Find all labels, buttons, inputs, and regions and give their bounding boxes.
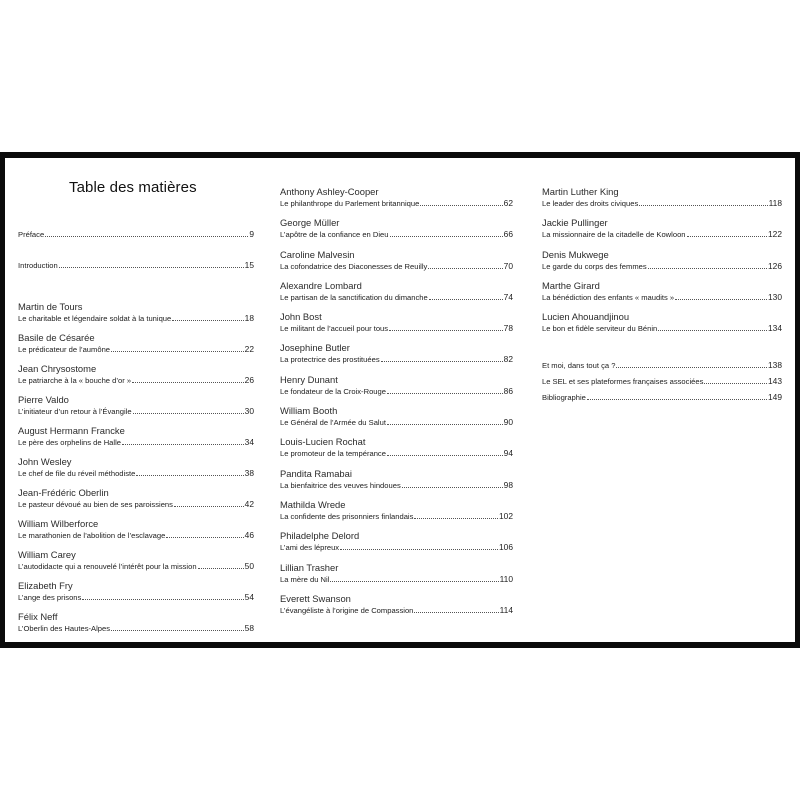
chapter-subtitle: Le partisan de la sanctification du dimanche	[280, 292, 428, 302]
toc-page-number: 114	[499, 604, 513, 615]
toc-entry-label: Bibliographie	[542, 393, 586, 403]
toc-page-number: 122	[768, 229, 782, 240]
toc-page-number: 50	[244, 561, 254, 571]
person-name: Jean Chrysostome	[18, 363, 97, 374]
chapter-subtitle: Le Général de l’Armée du Salut	[280, 418, 386, 428]
chapter-subtitle: Le garde du corps des femmes	[542, 261, 647, 271]
toc-entry	[280, 593, 513, 624]
toc-page-number: 38	[244, 468, 254, 478]
person-name: William Carey	[18, 549, 76, 560]
toc-entry	[18, 611, 254, 642]
toc-column-2	[280, 186, 513, 624]
person-name: Anthony Ashley-Cooper	[280, 186, 379, 197]
chapter-subtitle: Le marathonien de l’abolition de l’esclavage	[18, 531, 166, 540]
person-name: Marthe Girard	[542, 279, 600, 291]
person-name: William Booth	[280, 405, 338, 417]
toc-page-number: 74	[503, 291, 513, 302]
toc-page-number: 143	[768, 376, 782, 387]
toc-entry-introduction	[18, 260, 254, 291]
chapter-subtitle: L’autodidacte qui a renouvelé l’intérêt pour la mission	[18, 562, 197, 571]
toc-page-number: 42	[244, 499, 254, 509]
toc-entry-et-moi	[542, 360, 782, 376]
person-name: Elizabeth Fry	[18, 580, 73, 591]
person-name: John Bost	[280, 311, 322, 323]
chapter-subtitle: Le patriarche à la « bouche d’or »	[18, 376, 132, 385]
person-name: Caroline Malvesin	[280, 248, 355, 260]
toc-page-number: 18	[244, 313, 254, 323]
toc-entry-label: Le SEL et ses plateformes françaises associées	[542, 377, 704, 387]
person-name: Jean-Frédéric Oberlin	[18, 487, 109, 498]
person-name: Everett Swanson	[280, 592, 351, 604]
toc-entry	[542, 249, 782, 280]
person-name: Jackie Pullinger	[542, 217, 608, 229]
toc-page-number: 130	[768, 291, 782, 302]
toc-page-number: 106	[499, 542, 513, 553]
chapter-subtitle: L’évangéliste à l’origine de Compassion	[280, 605, 414, 615]
toc-entry	[280, 217, 513, 248]
toc-entry	[18, 394, 254, 425]
person-name: Philadelphe Delord	[280, 530, 360, 542]
toc-entry	[280, 530, 513, 561]
toc-entry	[18, 549, 254, 580]
chapter-subtitle: L’Oberlin des Hautes-Alpes	[18, 624, 111, 633]
toc-entry	[18, 487, 254, 518]
person-name: Martin de Tours	[18, 301, 83, 312]
toc-page-number: 90	[503, 417, 513, 428]
person-name: Lucien Ahouandjinou	[542, 311, 630, 323]
person-name: Mathilda Wrede	[280, 498, 346, 510]
toc-entry	[18, 518, 254, 549]
toc-column-3	[542, 186, 782, 408]
toc-page-number: 66	[503, 229, 513, 240]
toc-entry	[542, 311, 782, 342]
chapter-subtitle: Le fondateur de la Croix-Rouge	[280, 386, 386, 396]
toc-page-number: 58	[244, 623, 254, 633]
toc-entry	[18, 425, 254, 456]
toc-page-number: 126	[768, 260, 782, 271]
toc-page-number: 94	[503, 448, 513, 459]
chapter-subtitle: L’ange des prisons	[18, 593, 82, 602]
person-name: Denis Mukwege	[542, 248, 609, 260]
toc-page-number: 86	[503, 385, 513, 396]
chapter-subtitle: L’ami des lépreux	[280, 543, 340, 553]
toc-entry-sel	[542, 376, 782, 392]
chapter-subtitle: La protectrice des prostituées	[280, 355, 380, 365]
person-name: Louis-Lucien Rochat	[280, 436, 366, 448]
chapter-subtitle: Le chef de file du réveil méthodiste	[18, 469, 136, 478]
toc-entry	[18, 332, 254, 363]
toc-entry-preface	[18, 229, 254, 260]
toc-page-number: 46	[244, 530, 254, 540]
toc-page-number: 102	[499, 510, 513, 521]
chapter-subtitle: L’initiateur d’un retour à l’Évangile	[18, 407, 132, 416]
person-name: August Hermann Francke	[18, 425, 125, 436]
toc-entry	[18, 580, 254, 611]
toc-entry	[280, 342, 513, 373]
page-title: Table des matières	[69, 179, 197, 196]
toc-entry	[280, 186, 513, 217]
chapter-subtitle: La mère du Nil	[280, 574, 330, 584]
toc-page-number: 30	[244, 406, 254, 416]
chapter-subtitle: Le militant de l’accueil pour tous	[280, 324, 389, 334]
toc-entry	[280, 468, 513, 499]
chapter-subtitle: La confidente des prisonniers finlandais	[280, 511, 414, 521]
chapter-subtitle: Le charitable et légendaire soldat à la tunique	[18, 314, 172, 323]
toc-page-number: 26	[244, 375, 254, 385]
chapter-subtitle: Le pasteur dévoué au bien de ses paroissiens	[18, 500, 173, 509]
toc-page-number: 98	[503, 479, 513, 490]
toc-page-number: 15	[244, 260, 254, 270]
toc-entry	[280, 405, 513, 436]
toc-page-number: 70	[503, 260, 513, 271]
toc-page-number: 149	[768, 392, 782, 403]
chapter-subtitle: Le bon et fidèle serviteur du Bénin	[542, 324, 658, 334]
toc-page-number: 138	[768, 360, 782, 371]
person-name: George Müller	[280, 217, 340, 229]
toc-entry	[280, 499, 513, 530]
toc-page-number: 134	[768, 323, 782, 334]
toc-entry	[18, 301, 254, 332]
toc-entry-bibliographie	[542, 392, 782, 408]
toc-entry-label: Préface	[18, 230, 45, 239]
toc-column-1	[18, 229, 254, 642]
toc-page-number: 118	[768, 198, 782, 208]
toc-page-number: 62	[503, 198, 513, 208]
toc-entry	[542, 186, 782, 217]
toc-entry	[280, 562, 513, 593]
table-of-contents-page	[5, 158, 795, 642]
person-name: Félix Neff	[18, 611, 58, 622]
toc-entry	[18, 363, 254, 394]
person-name: John Wesley	[18, 456, 72, 467]
chapter-subtitle: La bénédiction des enfants « maudits »	[542, 292, 675, 302]
toc-page-number: 34	[244, 437, 254, 447]
toc-entry	[280, 436, 513, 467]
toc-page-number: 110	[499, 573, 513, 584]
toc-page-number: 78	[503, 323, 513, 334]
chapter-subtitle: L’apôtre de la confiance en Dieu	[280, 230, 389, 240]
toc-entry	[280, 249, 513, 280]
toc-entry	[280, 280, 513, 311]
person-name: Pierre Valdo	[18, 394, 69, 405]
chapter-subtitle: Le prédicateur de l’aumône	[18, 345, 111, 354]
toc-entry-label: Et moi, dans tout ça ?	[542, 361, 616, 371]
toc-entry	[18, 456, 254, 487]
person-name: Pandita Ramabai	[280, 467, 352, 479]
toc-entry	[542, 280, 782, 311]
toc-page-number: 82	[503, 354, 513, 365]
toc-entry-label: Introduction	[18, 261, 58, 270]
toc-page-number: 22	[244, 344, 254, 354]
chapter-subtitle: Le père des orphelins de Halle	[18, 438, 122, 447]
person-name: William Wilberforce	[18, 518, 99, 529]
person-name: Alexandre Lombard	[280, 279, 362, 291]
person-name: Lillian Trasher	[280, 561, 339, 573]
chapter-subtitle: La missionnaire de la citadelle de Kowloon	[542, 230, 686, 240]
person-name: Josephine Butler	[280, 342, 350, 354]
chapter-subtitle: Le promoteur de la tempérance	[280, 449, 386, 459]
person-name: Basile de Césarée	[18, 332, 95, 343]
chapter-subtitle: La bienfaitrice des veuves hindoues	[280, 480, 401, 490]
chapter-subtitle: Le philanthrope du Parlement britannique	[280, 199, 420, 208]
person-name: Martin Luther King	[542, 186, 619, 197]
chapter-subtitle: La cofondatrice des Diaconesses de Reuilly	[280, 261, 428, 271]
toc-entry	[280, 374, 513, 405]
toc-entry	[542, 217, 782, 248]
toc-entry	[280, 311, 513, 342]
person-name: Henry Dunant	[280, 373, 338, 385]
toc-page-number: 9	[249, 229, 254, 239]
book-spread-frame	[0, 152, 800, 648]
chapter-subtitle: Le leader des droits civiques	[542, 199, 639, 208]
toc-page-number: 54	[244, 592, 254, 602]
